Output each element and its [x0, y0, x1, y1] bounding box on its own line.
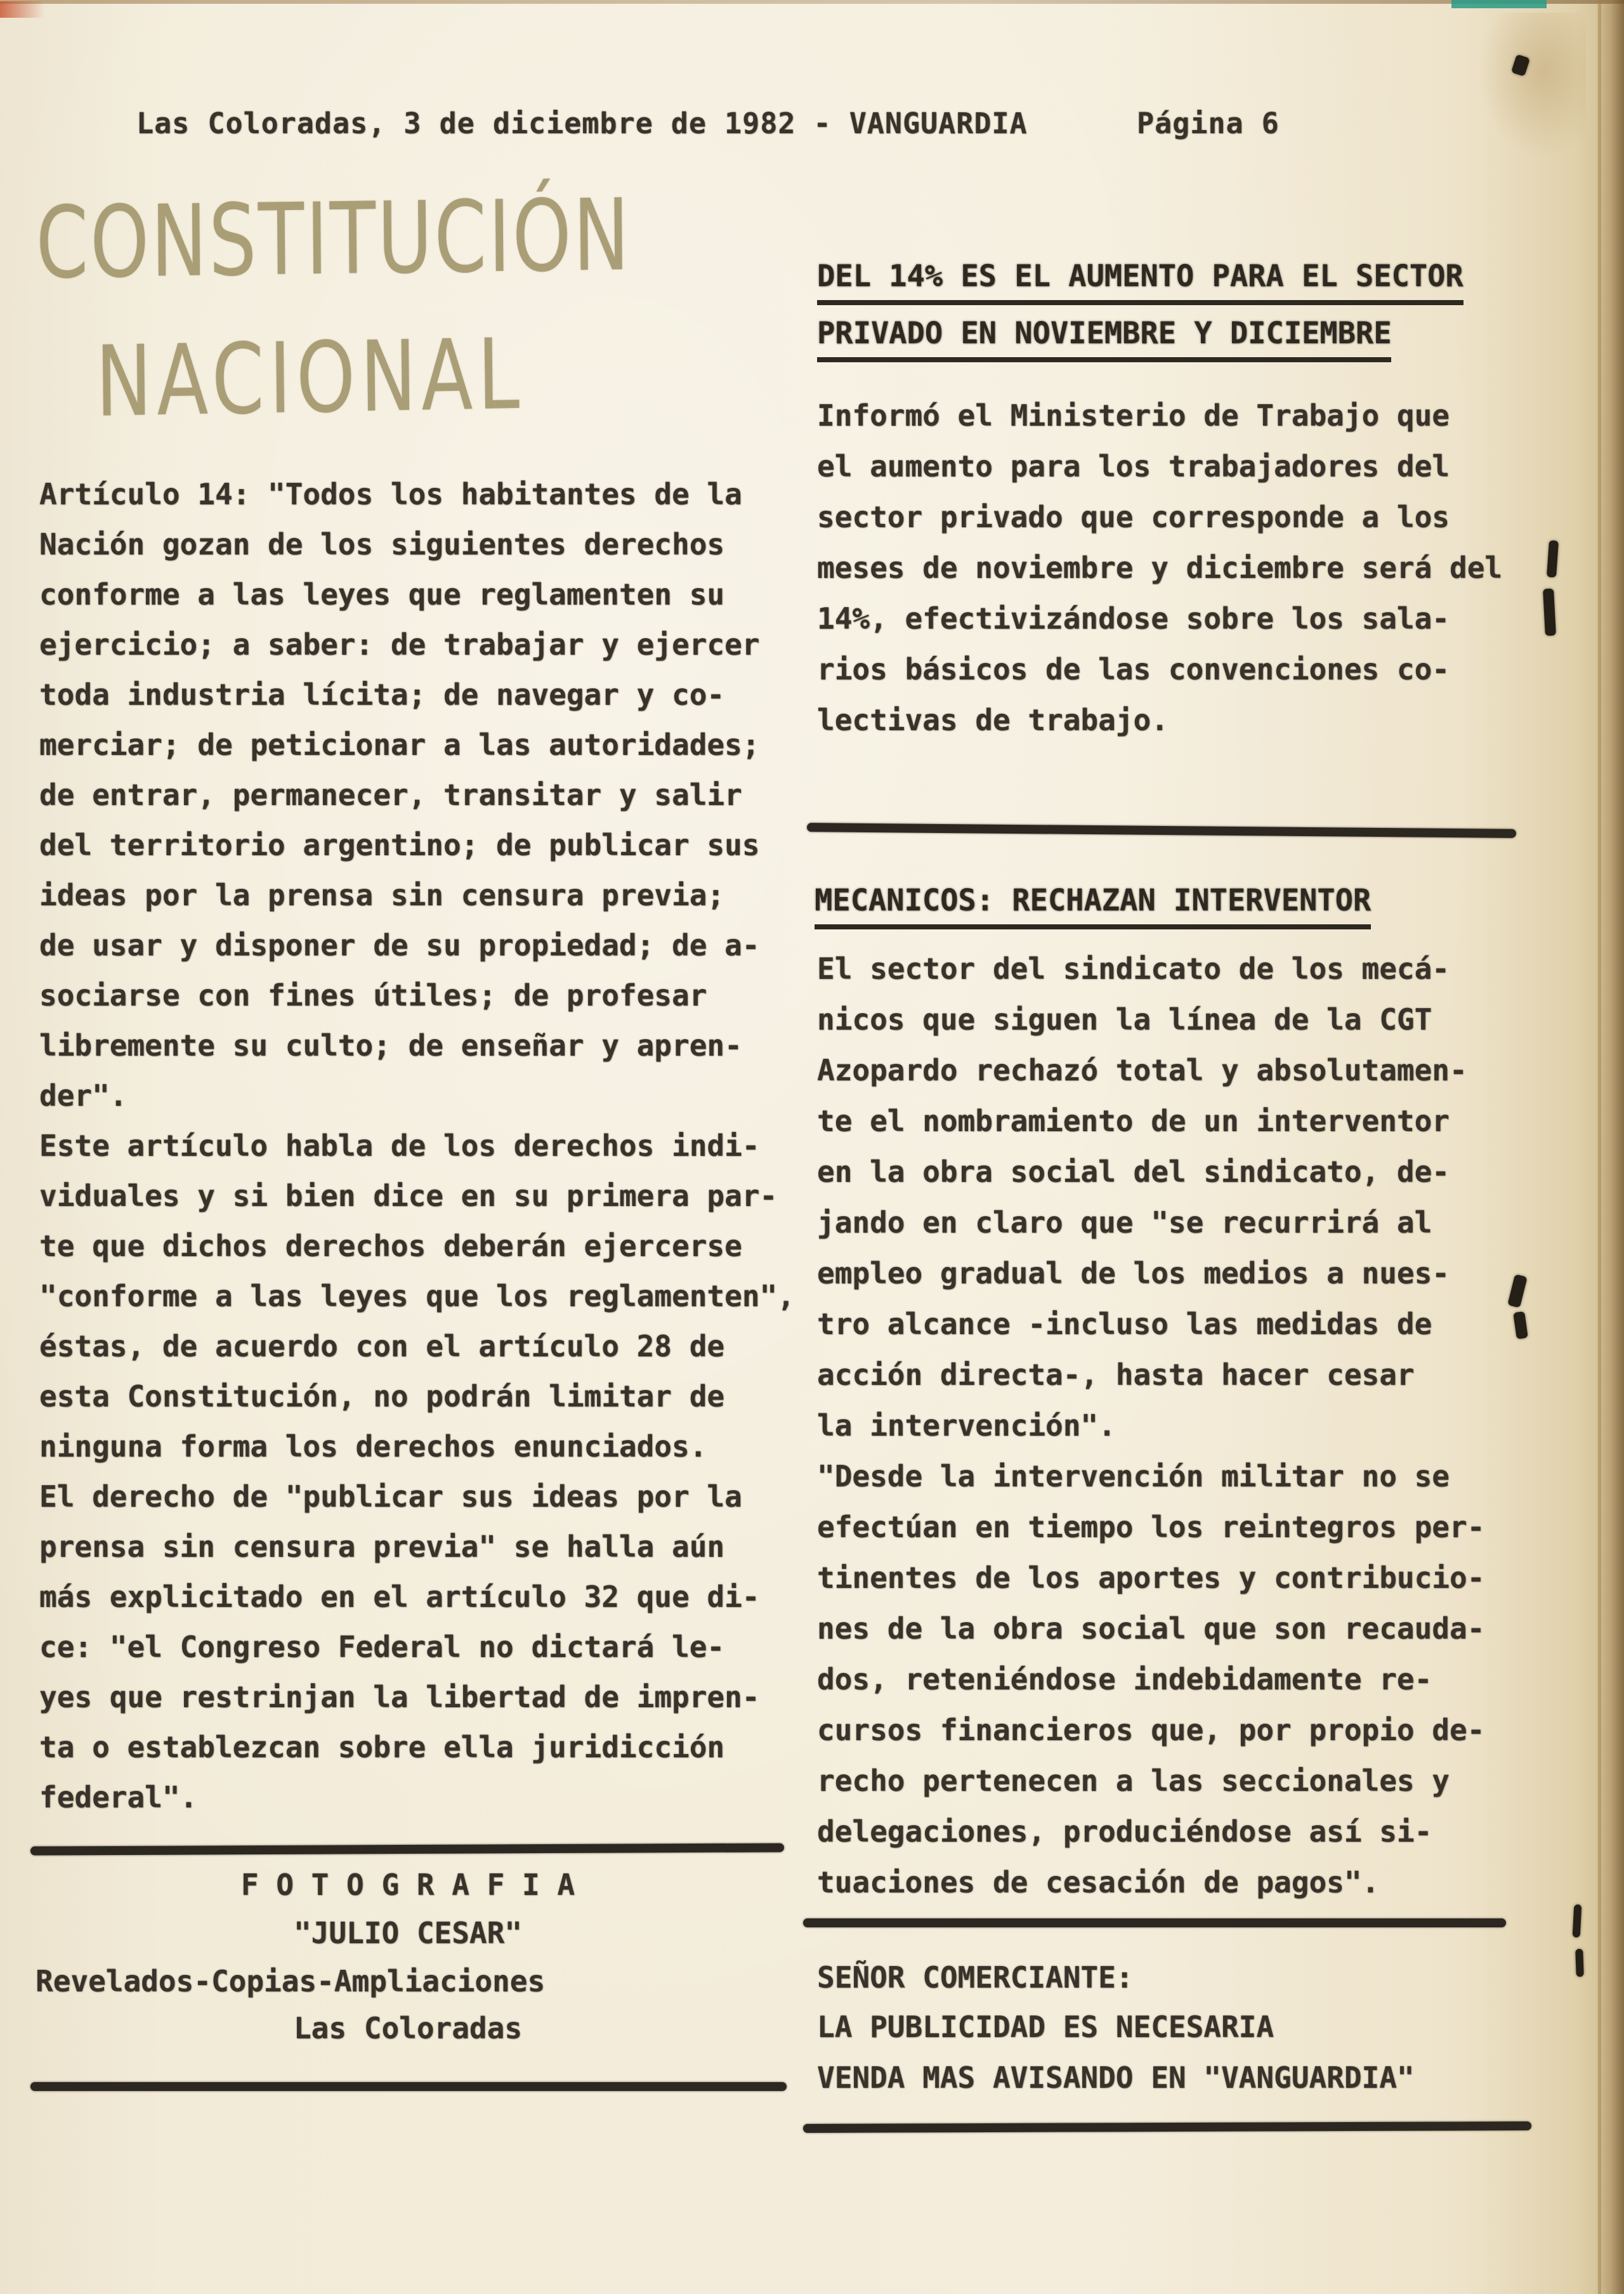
advert-line2: LA PUBLICIDAD ES NECESARIA: [817, 2010, 1274, 2044]
text-line: jando en claro que "se recurrirá al: [817, 1205, 1432, 1240]
corner-red-mark: [0, 1, 44, 18]
page-right-edge-line: [1598, 0, 1601, 2294]
text-line: viduales y si bien dice en su primera par-: [39, 1179, 778, 1213]
photo-ad-name: "JULIO CESAR": [293, 1916, 523, 1950]
text-line: ejercicio; a saber: de trabajar y ejercer: [39, 627, 760, 662]
text-line: esta Constitución, no podrán limitar de: [39, 1379, 725, 1413]
text-line: Nación gozan de los siguientes derechos: [39, 527, 725, 561]
text-line: federal".: [39, 1780, 198, 1814]
article1-headline-text1: DEL 14% ES EL AUMENTO PARA EL SECTOR: [817, 259, 1464, 305]
ink-blot: [1573, 1904, 1582, 1938]
text-line: El sector del sindicato de los mecá-: [817, 952, 1450, 986]
left-article-text: [39, 477, 794, 1830]
photo-ad-title: F O T O G R A F I A: [240, 1868, 575, 1902]
page-top-edge: [0, 0, 1624, 4]
text-line: te que dichos derechos deberán ejercerse: [39, 1229, 742, 1263]
text-line: rios básicos de las convenciones co-: [817, 652, 1450, 686]
text-line: "Desde la intervención militar no se: [817, 1459, 1450, 1493]
text-line: empleo gradual de los medios a nues-: [817, 1256, 1450, 1290]
article2-body: [817, 952, 1537, 1916]
text-line: lectivas de trabajo.: [817, 703, 1169, 737]
text-line: sector privado que corresponde a los: [817, 500, 1450, 534]
text-line: Informó el Ministerio de Trabajo que: [817, 398, 1450, 433]
text-line: El derecho de "publicar sus ideas por la: [39, 1479, 742, 1514]
divider-rule: [803, 1918, 1506, 1927]
divider-rule: [803, 2121, 1531, 2133]
advert-line3: VENDA MAS AVISANDO EN "VANGUARDIA": [817, 2061, 1415, 2095]
text-line: del territorio argentino; de publicar sus: [39, 828, 760, 862]
divider-rule: [30, 1843, 784, 1855]
text-line: sociarse con fines útiles; de profesar: [39, 978, 707, 1013]
text-line: cursos financieros que, por propio de-: [817, 1713, 1485, 1747]
text-line: de usar y disponer de su propiedad; de a-: [39, 928, 760, 962]
text-line: der".: [39, 1078, 128, 1113]
text-line: acción directa-, hasta hacer cesar: [817, 1358, 1415, 1392]
text-line: ce: "el Congreso Federal no dictará le-: [39, 1630, 725, 1664]
article2-headline-text: MECANICOS: RECHAZAN INTERVENTOR: [815, 883, 1371, 929]
divider-rule: [807, 823, 1516, 838]
text-line: el aumento para los trabajadores del: [817, 449, 1450, 483]
text-line: delegaciones, produciéndose así si-: [817, 1814, 1432, 1849]
text-line: meses de noviembre y diciembre será del: [817, 551, 1503, 585]
text-line: Este artículo habla de los derechos indi-: [39, 1129, 760, 1163]
text-line: la intervención".: [817, 1408, 1116, 1443]
text-line: más explicitado en el artículo 32 que di-: [39, 1580, 760, 1614]
text-line: ideas por la prensa sin censura previa;: [39, 878, 725, 912]
handwritten-title-line1: CONSTITUCIÓN: [36, 177, 632, 301]
text-line: yes que restrinjan la libertad de impren-: [39, 1680, 760, 1714]
text-line: libremente su culto; de enseñar y apren-: [39, 1028, 742, 1063]
photo-ad-location: Las Coloradas: [293, 2011, 523, 2045]
text-line: nes de la obra social que son recauda-: [817, 1611, 1485, 1646]
text-line: 14%, efectivizándose sobre los sala-: [817, 601, 1450, 636]
text-line: Artículo 14: "Todos los habitantes de la: [39, 477, 742, 511]
advert-line1: SEÑOR COMERCIANTE:: [817, 1960, 1134, 1995]
article1-body: [817, 398, 1537, 754]
text-line: efectúan en tiempo los reintegros per-: [817, 1510, 1485, 1544]
text-line: toda industria lícita; de navegar y co-: [39, 678, 725, 712]
handwritten-title-line2: NACIONAL: [95, 317, 525, 439]
text-line: de entrar, permanecer, transitar y salir: [39, 778, 742, 812]
text-line: nicos que siguen la línea de la CGT: [817, 1002, 1432, 1037]
scanner-background-sliver: [1451, 0, 1547, 8]
text-line: prensa sin censura previa" se halla aún: [39, 1530, 725, 1564]
ink-blot: [1543, 589, 1556, 636]
article1-headline-line1: [817, 259, 1464, 305]
text-line: dos, reteniéndose indebidamente re-: [817, 1662, 1432, 1696]
photo-ad-services: Revelados-Copias-Ampliaciones: [36, 1964, 546, 1998]
ink-blot: [1575, 1949, 1584, 1977]
dateline: Las Coloradas, 3 de diciembre de 1982 - VANGUARDIA: [136, 107, 1028, 140]
text-line: "conforme a las leyes que los reglamenten",: [39, 1279, 795, 1313]
page-number: Página 6: [1137, 107, 1280, 140]
text-line: tinentes de los aportes y contribucio-: [817, 1561, 1485, 1595]
ink-blot: [1547, 541, 1559, 578]
text-line: Azopardo rechazó total y absolutamen-: [817, 1053, 1467, 1087]
text-line: en la obra social del sindicato, de-: [817, 1155, 1450, 1189]
divider-rule: [30, 2082, 787, 2091]
article1-headline-text2: PRIVADO EN NOVIEMBRE Y DICIEMBRE: [817, 316, 1391, 362]
article1-headline-line2: [817, 316, 1391, 362]
text-line: merciar; de peticionar a las autoridades;: [39, 728, 760, 762]
text-line: ninguna forma los derechos enunciados.: [39, 1429, 707, 1464]
text-line: tuaciones de cesación de pagos".: [817, 1865, 1380, 1899]
text-line: recho pertenecen a las seccionales y: [817, 1764, 1450, 1798]
text-line: te el nombramiento de un interventor: [817, 1104, 1450, 1138]
article2-headline: [815, 883, 1371, 929]
text-line: éstas, de acuerdo con el artículo 28 de: [39, 1329, 725, 1363]
text-line: tro alcance -incluso las medidas de: [817, 1307, 1432, 1341]
text-line: conforme a las leyes que reglamenten su: [39, 577, 725, 612]
paper-smudge: [1478, 13, 1586, 159]
text-line: ta o establezcan sobre ella juridicción: [39, 1730, 725, 1764]
